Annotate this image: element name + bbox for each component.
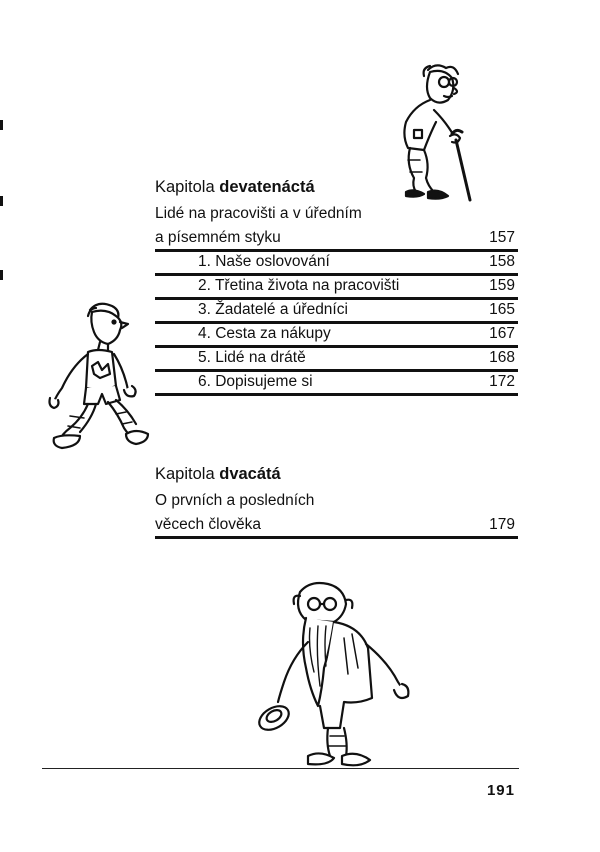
page-ref: 158 bbox=[489, 253, 515, 270]
toc-section-row[interactable] bbox=[155, 274, 518, 298]
chapter-ordinal: devatenáctá bbox=[219, 178, 315, 196]
page-ref: 179 bbox=[489, 516, 515, 533]
section-label: 4. Cesta za nákupy bbox=[198, 325, 331, 342]
scan-edge-mark bbox=[0, 270, 3, 280]
chapter-title-line: věcech člověka bbox=[155, 516, 261, 533]
page-ref: 168 bbox=[489, 349, 515, 366]
toc-section-row[interactable] bbox=[155, 298, 518, 322]
row-rule bbox=[155, 536, 518, 539]
section-label: 2. Třetina života na pracovišti bbox=[198, 277, 400, 294]
page-ref: 159 bbox=[489, 277, 515, 294]
chapter-heading bbox=[155, 465, 281, 484]
scan-edge-mark bbox=[0, 120, 3, 130]
page-ref: 165 bbox=[489, 301, 515, 318]
chapter-title-line: Lidé na pracovišti a v úředním bbox=[155, 205, 362, 222]
toc-section-row[interactable] bbox=[155, 370, 518, 394]
page-ref: 172 bbox=[489, 373, 515, 390]
chapter-heading bbox=[155, 178, 315, 197]
elderly-man-with-cane-icon bbox=[384, 60, 480, 210]
chapter-title-line: a písemném styku bbox=[155, 229, 281, 246]
bearded-old-man-with-hat-icon bbox=[248, 578, 424, 772]
toc-section-row[interactable] bbox=[155, 250, 518, 274]
page-ref: 167 bbox=[489, 325, 515, 342]
section-label: 6. Dopisujeme si bbox=[198, 373, 313, 390]
toc-section-row[interactable] bbox=[155, 346, 518, 370]
walking-man-icon bbox=[40, 300, 152, 462]
toc-chapter-row[interactable] bbox=[155, 226, 518, 250]
scan-edge-mark bbox=[0, 196, 3, 206]
page-number: 191 bbox=[486, 782, 515, 799]
footer-rule bbox=[42, 768, 519, 769]
page-ref: 157 bbox=[489, 229, 515, 246]
chapter-ordinal: dvacátá bbox=[219, 465, 281, 483]
toc-chapter-row[interactable] bbox=[155, 513, 518, 537]
chapter-prefix: Kapitola bbox=[155, 465, 215, 483]
section-label: 1. Naše oslovování bbox=[198, 253, 330, 270]
chapter-prefix: Kapitola bbox=[155, 178, 215, 196]
section-label: 3. Žadatelé a úředníci bbox=[198, 301, 348, 318]
chapter-title-line: O prvních a posledních bbox=[155, 492, 315, 509]
toc-section-row[interactable] bbox=[155, 322, 518, 346]
section-label: 5. Lidé na drátě bbox=[198, 349, 306, 366]
row-rule bbox=[155, 393, 518, 396]
